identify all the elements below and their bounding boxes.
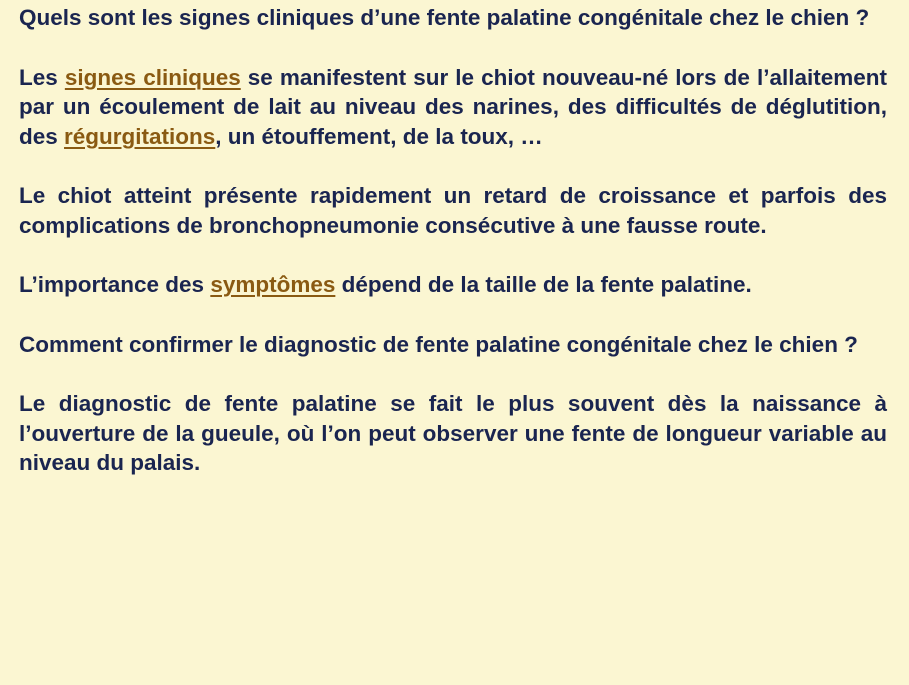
paragraph-diagnosis: Le diagnostic de fente palatine se fait le plus souvent dès la naissance à l’ouverture de la gueule, où l’on peut observer une fente de longueur variable au niveau du palais. (19, 391, 887, 475)
text-segment: L’importance des (19, 272, 211, 297)
text-segment: , un étouffement, de la toux, … (215, 123, 543, 149)
question-clinical-signs: Quels sont les signes cliniques d’une fente palatine congénitale chez le chien ? (19, 5, 870, 30)
text-segment: Les (19, 64, 65, 90)
question-diagnosis: Comment confirmer le diagnostic de fente palatine congénitale chez le chien ? (19, 331, 858, 357)
paragraph-clinical-signs (19, 63, 887, 152)
text-segment: dépend de la taille de la fente palatine. (335, 272, 752, 297)
paragraph-growth-delay: Le chiot atteint présente rapidement un retard de croissance et parfois des complications de bronchopneumonie consécutive à une fausse route. (19, 183, 887, 238)
link-regurgitations[interactable]: régurgitations (64, 123, 216, 149)
link-signes-cliniques[interactable]: signes cliniques (64, 64, 241, 90)
paragraph-symptom-importance (19, 270, 887, 300)
text-segment: se manifestent sur le chiot nouveau-né lors de l’allaitement par un écoulement de lait au niveau des narines, des difficultés de déglutition, des (19, 64, 887, 149)
link-symptomes[interactable]: symptômes (210, 272, 336, 297)
